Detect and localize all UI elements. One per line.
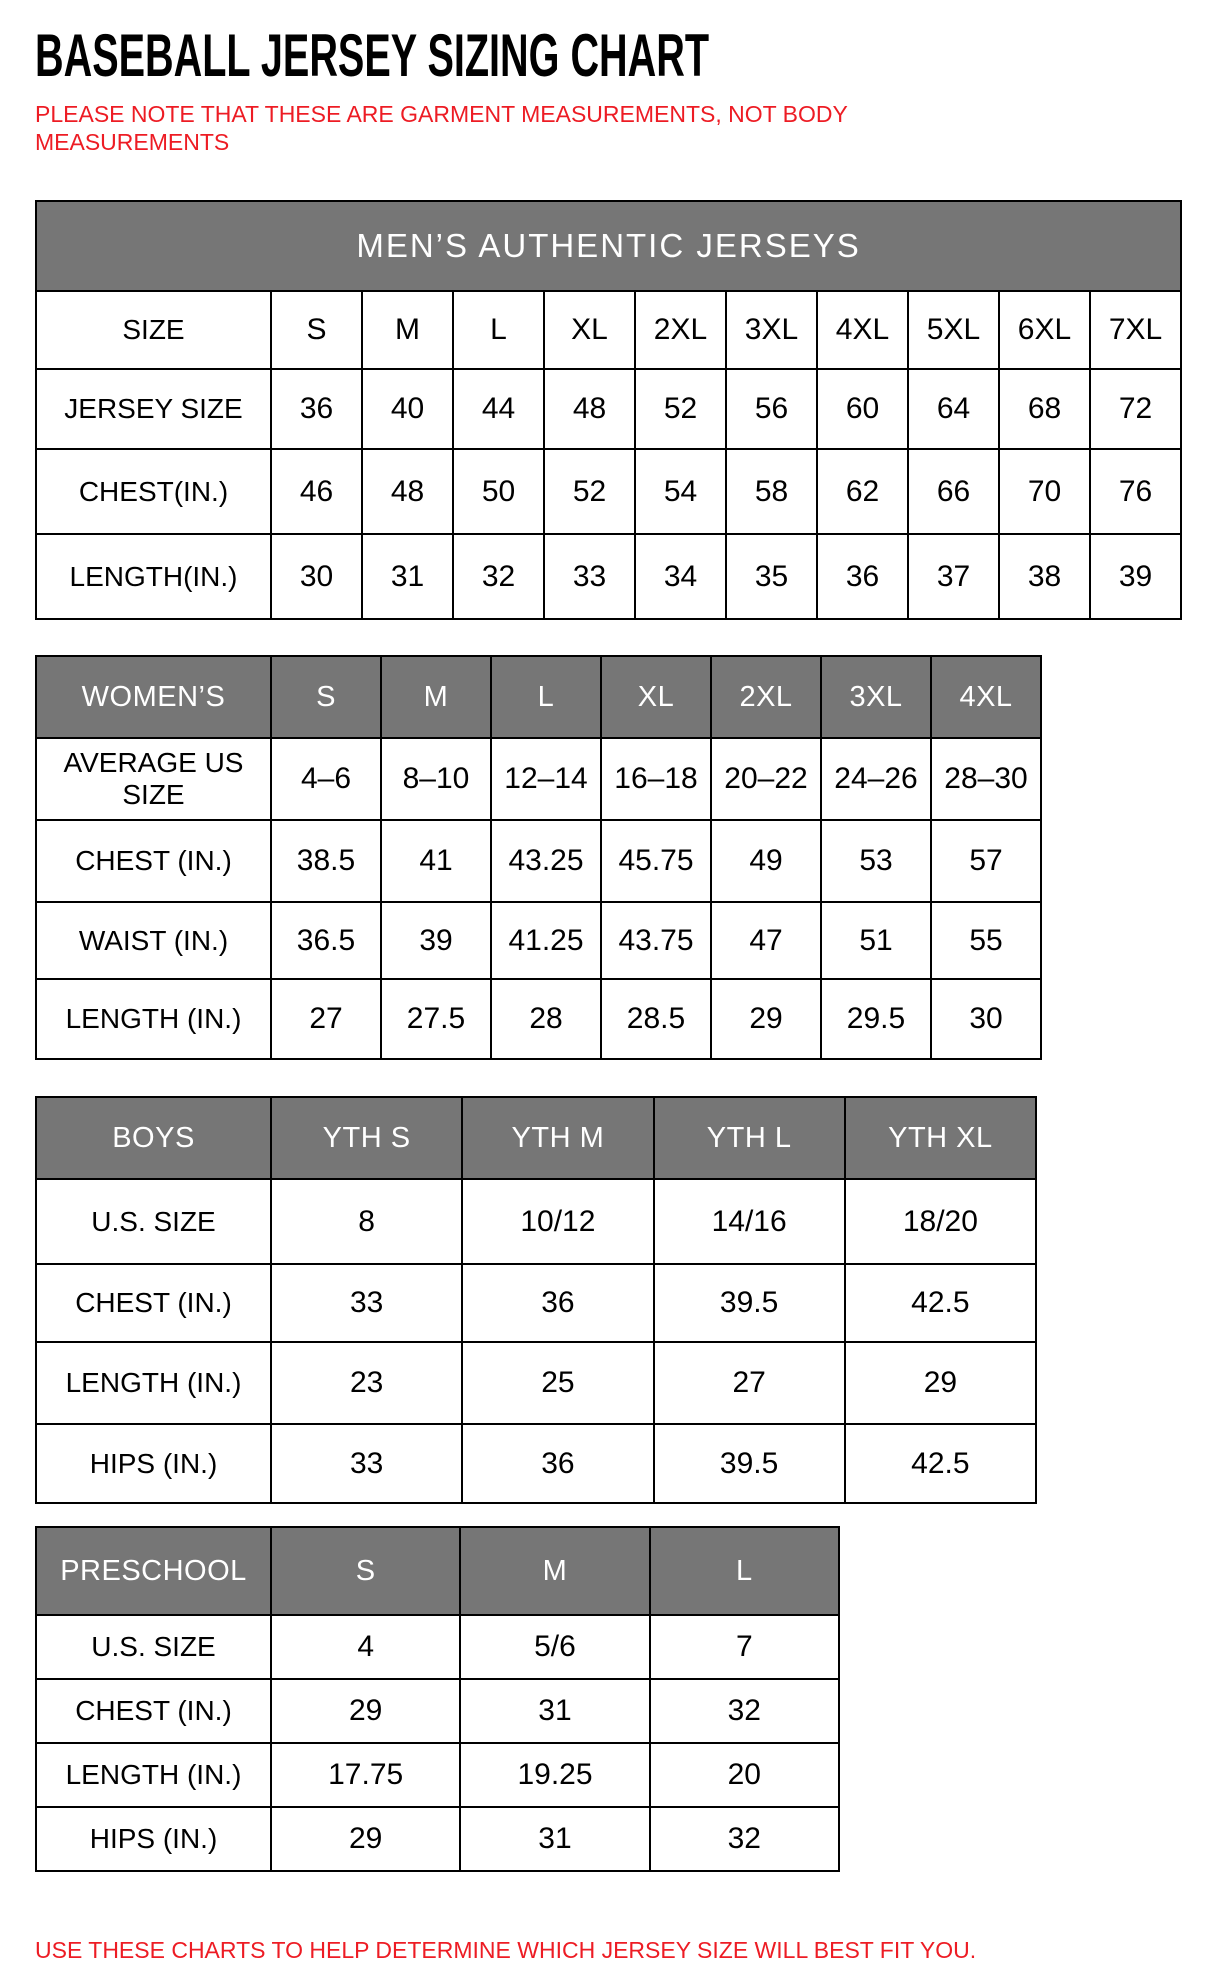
mens-size-column-header: 3XL bbox=[726, 291, 817, 369]
womens-measurement-value: 49 bbox=[711, 820, 821, 902]
womens-measurement-value: 24–26 bbox=[821, 738, 931, 820]
mens-size-column-header: M bbox=[362, 291, 453, 369]
boys-measurement-value: 23 bbox=[271, 1342, 462, 1424]
mens-size-column-header: L bbox=[453, 291, 544, 369]
womens-measurement-value: 28 bbox=[491, 979, 601, 1059]
mens-measurement-value: 68 bbox=[999, 369, 1090, 449]
boys-measurement-value: 39.5 bbox=[654, 1424, 845, 1503]
womens-measurement-value: 47 bbox=[711, 902, 821, 979]
preschool-measurement-value: 19.25 bbox=[460, 1743, 649, 1807]
preschool-table-label: PRESCHOOL bbox=[36, 1527, 271, 1615]
boys-measurement-value: 33 bbox=[271, 1264, 462, 1342]
womens-size-column-header: 2XL bbox=[711, 656, 821, 738]
mens-measurement-value: 30 bbox=[271, 534, 362, 619]
womens-size-column-header: L bbox=[491, 656, 601, 738]
mens-measurement-value: 58 bbox=[726, 449, 817, 534]
womens-sizing-table bbox=[35, 655, 1042, 1060]
mens-measurement-row-label: JERSEY SIZE bbox=[36, 369, 271, 449]
mens-table-label: SIZE bbox=[36, 291, 271, 369]
mens-section-banner: MEN’S AUTHENTIC JERSEYS bbox=[36, 201, 1181, 291]
mens-measurement-value: 31 bbox=[362, 534, 453, 619]
mens-measurement-value: 36 bbox=[817, 534, 908, 619]
womens-measurement-value: 41 bbox=[381, 820, 491, 902]
boys-size-column-header: YTH S bbox=[271, 1097, 462, 1179]
mens-size-column-header: 2XL bbox=[635, 291, 726, 369]
womens-measurement-value: 4–6 bbox=[271, 738, 381, 820]
mens-measurement-value: 36 bbox=[271, 369, 362, 449]
womens-measurement-value: 43.75 bbox=[601, 902, 711, 979]
page-title: BASEBALL JERSEY SIZING CHART bbox=[35, 22, 710, 89]
mens-measurement-value: 48 bbox=[544, 369, 635, 449]
preschool-measurement-value: 32 bbox=[650, 1679, 839, 1743]
mens-size-column-header: S bbox=[271, 291, 362, 369]
womens-measurement-value: 36.5 bbox=[271, 902, 381, 979]
womens-measurement-value: 28–30 bbox=[931, 738, 1041, 820]
mens-measurement-value: 52 bbox=[544, 449, 635, 534]
womens-size-column-header: S bbox=[271, 656, 381, 738]
preschool-measurement-value: 7 bbox=[650, 1615, 839, 1679]
womens-measurement-value: 27 bbox=[271, 979, 381, 1059]
mens-measurement-value: 46 bbox=[271, 449, 362, 534]
garment-measurements-note: PLEASE NOTE THAT THESE ARE GARMENT MEASUREMENTS, NOT BODY MEASUREMENTS bbox=[35, 101, 848, 155]
mens-size-column-header: 5XL bbox=[908, 291, 999, 369]
mens-measurement-value: 32 bbox=[453, 534, 544, 619]
boys-measurement-row-label: LENGTH (IN.) bbox=[36, 1342, 271, 1424]
womens-size-column-header: M bbox=[381, 656, 491, 738]
womens-measurement-value: 16–18 bbox=[601, 738, 711, 820]
mens-measurement-value: 54 bbox=[635, 449, 726, 534]
mens-measurement-value: 50 bbox=[453, 449, 544, 534]
preschool-measurement-value: 29 bbox=[271, 1807, 460, 1871]
preschool-measurement-value: 31 bbox=[460, 1679, 649, 1743]
preschool-measurement-value: 29 bbox=[271, 1679, 460, 1743]
womens-measurement-value: 20–22 bbox=[711, 738, 821, 820]
womens-measurement-value: 29 bbox=[711, 979, 821, 1059]
womens-measurement-value: 27.5 bbox=[381, 979, 491, 1059]
boys-measurement-value: 27 bbox=[654, 1342, 845, 1424]
mens-measurement-value: 48 bbox=[362, 449, 453, 534]
womens-size-column-header: 4XL bbox=[931, 656, 1041, 738]
mens-measurement-value: 64 bbox=[908, 369, 999, 449]
preschool-measurement-value: 20 bbox=[650, 1743, 839, 1807]
womens-measurement-row-label: WAIST (IN.) bbox=[36, 902, 271, 979]
preschool-measurement-value: 31 bbox=[460, 1807, 649, 1871]
footer-note: USE THESE CHARTS TO HELP DETERMINE WHICH JERSEY SIZE WILL BEST FIT YOU. bbox=[35, 1937, 977, 1963]
womens-size-column-header: 3XL bbox=[821, 656, 931, 738]
preschool-size-column-header: L bbox=[650, 1527, 839, 1615]
mens-measurement-value: 62 bbox=[817, 449, 908, 534]
womens-measurement-value: 39 bbox=[381, 902, 491, 979]
boys-measurement-value: 25 bbox=[462, 1342, 653, 1424]
mens-sizing-table bbox=[35, 200, 1182, 620]
mens-measurement-value: 44 bbox=[453, 369, 544, 449]
boys-size-column-header: YTH M bbox=[462, 1097, 653, 1179]
mens-measurement-value: 37 bbox=[908, 534, 999, 619]
preschool-measurement-row-label: U.S. SIZE bbox=[36, 1615, 271, 1679]
boys-measurement-value: 42.5 bbox=[845, 1424, 1036, 1503]
boys-sizing-table bbox=[35, 1096, 1037, 1504]
mens-measurement-value: 38 bbox=[999, 534, 1090, 619]
boys-measurement-value: 8 bbox=[271, 1179, 462, 1264]
preschool-measurement-value: 32 bbox=[650, 1807, 839, 1871]
boys-size-column-header: YTH XL bbox=[845, 1097, 1036, 1179]
mens-measurement-value: 39 bbox=[1090, 534, 1181, 619]
preschool-measurement-row-label: CHEST (IN.) bbox=[36, 1679, 271, 1743]
preschool-measurement-value: 5/6 bbox=[460, 1615, 649, 1679]
mens-size-column-header: 7XL bbox=[1090, 291, 1181, 369]
womens-measurement-row-label: LENGTH (IN.) bbox=[36, 979, 271, 1059]
mens-measurement-value: 52 bbox=[635, 369, 726, 449]
preschool-size-column-header: S bbox=[271, 1527, 460, 1615]
womens-table-label: WOMEN’S bbox=[36, 656, 271, 738]
mens-measurement-row-label: LENGTH(IN.) bbox=[36, 534, 271, 619]
mens-measurement-value: 70 bbox=[999, 449, 1090, 534]
boys-measurement-value: 36 bbox=[462, 1264, 653, 1342]
boys-measurement-value: 39.5 bbox=[654, 1264, 845, 1342]
mens-measurement-value: 56 bbox=[726, 369, 817, 449]
womens-measurement-value: 57 bbox=[931, 820, 1041, 902]
womens-measurement-value: 12–14 bbox=[491, 738, 601, 820]
mens-measurement-value: 72 bbox=[1090, 369, 1181, 449]
womens-size-column-header: XL bbox=[601, 656, 711, 738]
mens-measurement-value: 66 bbox=[908, 449, 999, 534]
boys-measurement-value: 18/20 bbox=[845, 1179, 1036, 1264]
womens-measurement-value: 41.25 bbox=[491, 902, 601, 979]
boys-measurement-value: 10/12 bbox=[462, 1179, 653, 1264]
preschool-measurement-row-label: HIPS (IN.) bbox=[36, 1807, 271, 1871]
boys-measurement-value: 29 bbox=[845, 1342, 1036, 1424]
boys-measurement-value: 14/16 bbox=[654, 1179, 845, 1264]
preschool-sizing-table bbox=[35, 1526, 840, 1872]
boys-measurement-value: 33 bbox=[271, 1424, 462, 1503]
mens-measurement-value: 40 bbox=[362, 369, 453, 449]
preschool-measurement-value: 4 bbox=[271, 1615, 460, 1679]
womens-measurement-value: 55 bbox=[931, 902, 1041, 979]
womens-measurement-value: 51 bbox=[821, 902, 931, 979]
boys-measurement-row-label: CHEST (IN.) bbox=[36, 1264, 271, 1342]
mens-measurement-value: 35 bbox=[726, 534, 817, 619]
sizing-tables-container bbox=[35, 200, 1220, 1872]
womens-measurement-value: 8–10 bbox=[381, 738, 491, 820]
womens-measurement-value: 38.5 bbox=[271, 820, 381, 902]
womens-measurement-value: 43.25 bbox=[491, 820, 601, 902]
mens-size-column-header: 6XL bbox=[999, 291, 1090, 369]
womens-measurement-value: 45.75 bbox=[601, 820, 711, 902]
mens-measurement-value: 76 bbox=[1090, 449, 1181, 534]
womens-measurement-value: 30 bbox=[931, 979, 1041, 1059]
boys-table-label: BOYS bbox=[36, 1097, 271, 1179]
preschool-measurement-row-label: LENGTH (IN.) bbox=[36, 1743, 271, 1807]
boys-measurement-value: 36 bbox=[462, 1424, 653, 1503]
mens-measurement-value: 60 bbox=[817, 369, 908, 449]
mens-size-column-header: XL bbox=[544, 291, 635, 369]
womens-measurement-row-label: CHEST (IN.) bbox=[36, 820, 271, 902]
mens-measurement-row-label: CHEST(IN.) bbox=[36, 449, 271, 534]
womens-measurement-row-label: AVERAGE US SIZE bbox=[36, 738, 271, 820]
mens-measurement-value: 34 bbox=[635, 534, 726, 619]
boys-size-column-header: YTH L bbox=[654, 1097, 845, 1179]
boys-measurement-value: 42.5 bbox=[845, 1264, 1036, 1342]
preschool-size-column-header: M bbox=[460, 1527, 649, 1615]
mens-size-column-header: 4XL bbox=[817, 291, 908, 369]
preschool-measurement-value: 17.75 bbox=[271, 1743, 460, 1807]
womens-measurement-value: 53 bbox=[821, 820, 931, 902]
womens-measurement-value: 29.5 bbox=[821, 979, 931, 1059]
boys-measurement-row-label: HIPS (IN.) bbox=[36, 1424, 271, 1503]
mens-measurement-value: 33 bbox=[544, 534, 635, 619]
boys-measurement-row-label: U.S. SIZE bbox=[36, 1179, 271, 1264]
womens-measurement-value: 28.5 bbox=[601, 979, 711, 1059]
